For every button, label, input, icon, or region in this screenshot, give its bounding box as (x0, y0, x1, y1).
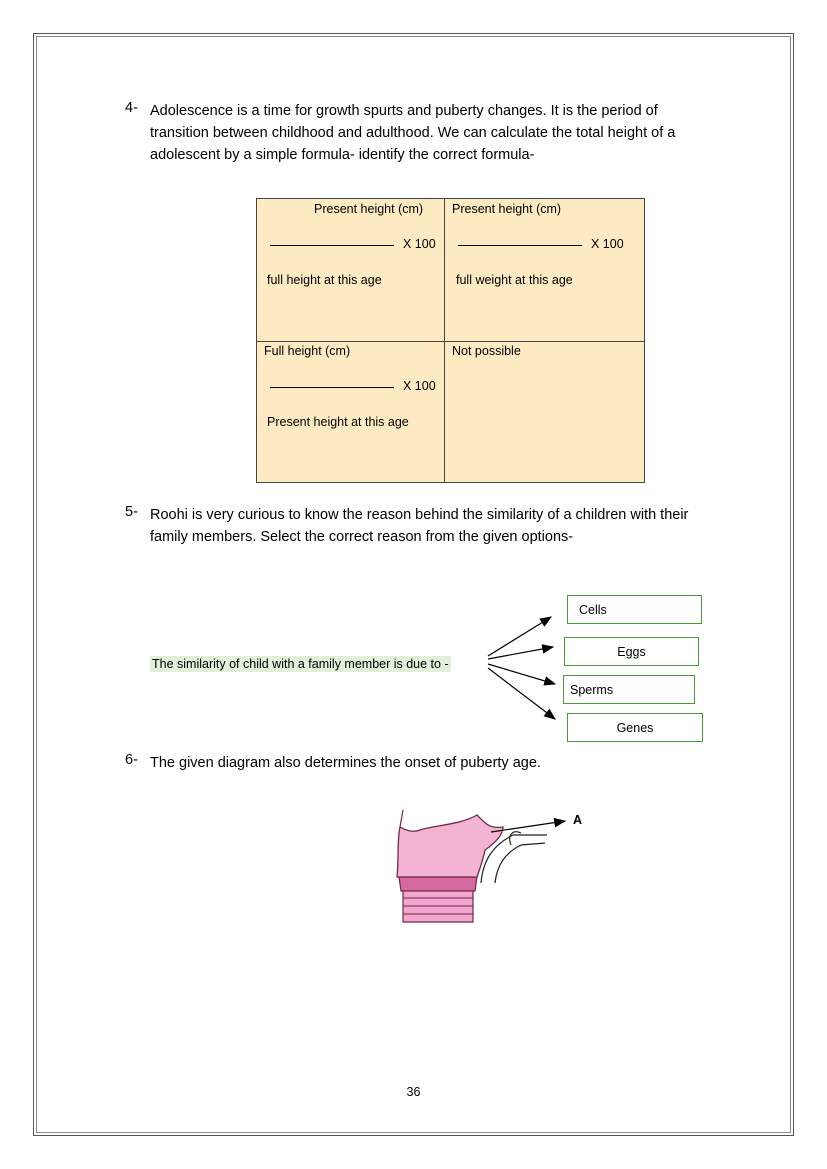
question-4-line-3: adolescent by a simple formula- identify the correct formula- (150, 147, 535, 163)
option-b-multiplier: X 100 (591, 237, 624, 251)
option-sperms-label: Sperms (570, 682, 614, 697)
option-d-text: Not possible (452, 344, 521, 358)
option-box-cells (567, 595, 702, 624)
option-c-multiplier: X 100 (403, 379, 436, 393)
arrow-to-genes (488, 668, 555, 719)
option-b-numerator: Present height (cm) (452, 202, 562, 216)
option-c-denominator: Present height at this age (267, 415, 409, 429)
question-5-stem: The similarity of child with a family member is due to - (152, 657, 449, 671)
option-genes-label: Genes (616, 720, 654, 735)
question-4-line-1: Adolescence is a time for growth spurts and puberty changes. It is the period of (150, 103, 658, 119)
diagram-label-a: A (573, 813, 583, 827)
page-number: 36 (406, 1085, 421, 1099)
option-b-denominator: full weight at this age (456, 273, 573, 287)
option-a-numerator: Present height (cm) (314, 202, 424, 216)
question-5-number: 5- (125, 504, 138, 520)
option-a-denominator: full height at this age (267, 273, 382, 287)
option-box-genes (567, 713, 703, 742)
question-6-text: The given diagram also determines the onset of puberty age. (150, 755, 541, 771)
arrow-to-cells (488, 617, 551, 656)
arrow-to-sperms (488, 664, 555, 684)
option-cells-label: Cells (579, 602, 607, 617)
option-a-multiplier: X 100 (403, 237, 436, 251)
arrow-to-eggs (488, 647, 553, 659)
option-c-numerator: Full height (cm) (264, 344, 351, 358)
option-box-eggs (564, 637, 699, 666)
question-6-number: 6- (125, 752, 138, 768)
option-box-sperms (563, 675, 695, 704)
option-eggs-label: Eggs (617, 644, 646, 659)
question-4-line-2: transition between childhood and adulthood. We can calculate the total height of a (150, 125, 676, 141)
question-5-line-2: family members. Select the correct reason from the given options- (150, 529, 574, 545)
question-4-number: 4- (125, 100, 138, 116)
larynx-diagram (385, 805, 585, 930)
question-5-line-1: Roohi is very curious to know the reason behind the similarity of a children with their (150, 507, 689, 523)
